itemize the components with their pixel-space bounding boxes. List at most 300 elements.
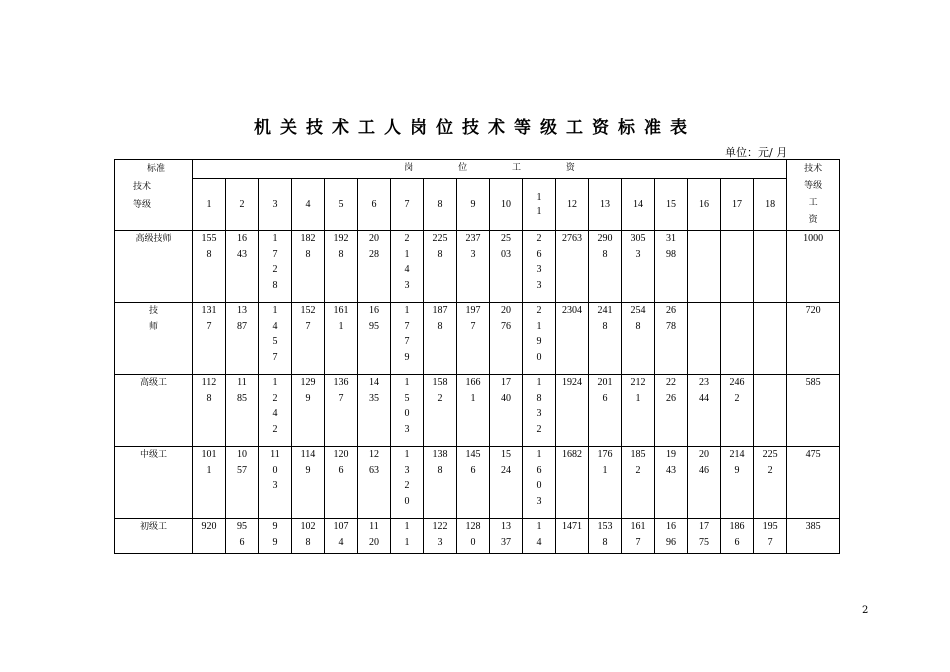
wage-value-part: 0 <box>272 464 278 476</box>
wage-value-part: 57 <box>237 464 247 476</box>
wage-value-part: 8 <box>635 320 641 332</box>
wage-cell <box>688 231 721 303</box>
wage-cell <box>424 519 457 554</box>
wage-value-part: 1 <box>272 377 278 388</box>
wage-value-part: 7 <box>470 320 476 332</box>
wage-value-part: 176 <box>597 449 613 460</box>
wage-value-part: 0 <box>536 480 542 491</box>
table-body <box>115 231 840 554</box>
wage-value-part: 7 <box>272 351 278 363</box>
column-number: 8 <box>437 198 443 210</box>
column-header-8 <box>424 179 457 231</box>
grade-pay-cell: 720 <box>787 303 840 375</box>
wage-value-part: 136 <box>333 377 349 388</box>
table-row <box>115 519 840 554</box>
wage-value-part: 20 <box>369 233 379 244</box>
wage-value-part: 8 <box>437 320 443 332</box>
wage-value-part: 237 <box>465 233 481 244</box>
wage-cell <box>589 519 622 554</box>
wage-value-part: 96 <box>666 536 676 548</box>
column-number: 7 <box>404 198 410 210</box>
wage-value-part: 35 <box>369 392 379 404</box>
wage-value-part: 290 <box>597 233 613 244</box>
wage-cell <box>193 231 226 303</box>
wage-value-part: 22 <box>666 377 676 388</box>
wage-cell <box>325 519 358 554</box>
wage-standard-table <box>114 159 840 554</box>
wage-value-part: 158 <box>432 377 448 388</box>
grade-pay-header <box>787 160 840 231</box>
wage-value-part: 44 <box>699 392 709 404</box>
column-number: 3 <box>272 198 278 210</box>
wage-value-part: 8 <box>305 248 311 260</box>
wage-value-part: 12 <box>369 449 379 460</box>
wage-value-part: 182 <box>300 233 316 244</box>
wage-cell <box>655 375 688 447</box>
wage-value-part: 2 <box>404 233 410 244</box>
wage-value-part: 153 <box>597 521 613 532</box>
grade-pay-cell: 1000 <box>787 231 840 303</box>
wage-value-part: 26 <box>666 392 676 404</box>
wage-value-part: 246 <box>729 377 745 388</box>
wage-cell <box>622 231 655 303</box>
wage-cell <box>358 519 391 554</box>
wage-cell <box>721 447 754 519</box>
wage-cell <box>391 519 424 554</box>
wage-value-part: 161 <box>630 521 646 532</box>
group-char: 位 <box>458 163 468 174</box>
wage-cell <box>721 519 754 554</box>
wage-value-part: 20 <box>369 536 379 548</box>
grade-label-cell <box>115 303 193 375</box>
column-number: 4 <box>305 198 311 210</box>
wage-value-part: 187 <box>432 305 448 316</box>
wage-value-part: 5 <box>404 392 410 404</box>
wage-value-part: 145 <box>465 449 481 460</box>
wage-value-part: 98 <box>666 248 676 260</box>
wage-value-part: 3 <box>536 279 542 291</box>
wage-value-part: 6 <box>338 464 344 476</box>
wage-cell <box>688 447 721 519</box>
wage-value-part: 112 <box>201 377 217 388</box>
wage-cell <box>490 231 523 303</box>
wage-cell <box>292 375 325 447</box>
grade-label: 师 <box>148 321 158 332</box>
wage-cell <box>490 519 523 554</box>
column-header-3 <box>259 179 292 231</box>
wage-value-part: 6 <box>602 392 608 404</box>
wage-value-part: 1 <box>272 305 278 316</box>
wage-cell <box>589 375 622 447</box>
wage-value-part: 28 <box>369 248 379 260</box>
wage-value-part: 9 <box>272 521 278 532</box>
grade-pay-cell: 585 <box>787 375 840 447</box>
wage-value-part: 4 <box>404 264 410 275</box>
column-number: 15 <box>666 198 676 210</box>
wage-value-part: 1 <box>272 233 278 244</box>
wage-value-part: 185 <box>630 449 646 460</box>
wage-value-part: 8 <box>437 248 443 260</box>
column-number: 12 <box>567 198 577 210</box>
column-header-9 <box>457 179 490 231</box>
wage-value-part: 8 <box>272 279 278 291</box>
wage-value-part: 129 <box>300 377 316 388</box>
wage-cell <box>556 303 589 375</box>
wage-value-part: 78 <box>666 320 676 332</box>
wage-value-part: 8 <box>602 320 608 332</box>
unit-label: 单位：元/ 月 <box>725 146 788 159</box>
column-header-7 <box>391 179 424 231</box>
wage-cell <box>655 231 688 303</box>
wage-cell <box>325 231 358 303</box>
wage-value-part: 0 <box>470 536 476 548</box>
wage-value-part: 11 <box>270 449 280 460</box>
corner-header-tech: 技术 <box>133 182 152 192</box>
wage-cell <box>688 519 721 554</box>
column-header-10 <box>490 179 523 231</box>
wage-cell <box>325 447 358 519</box>
wage-value-part: 225 <box>432 233 448 244</box>
wage-value-part: 2 <box>767 464 773 476</box>
wage-value-part: 2304 <box>562 305 582 316</box>
wage-value-part: 7 <box>635 536 641 548</box>
wage-value-part: 2 <box>635 464 641 476</box>
grade-label: 高级工 <box>139 378 167 388</box>
wage-value-part: 2 <box>536 423 542 435</box>
wage-cell <box>391 231 424 303</box>
corner-header-cell <box>115 160 193 231</box>
grade-label: 高级技师 <box>135 234 172 244</box>
wage-value-part: 2 <box>734 392 740 404</box>
wage-value-part: 197 <box>465 305 481 316</box>
wage-value-part: 3 <box>536 408 542 419</box>
wage-value-part: 1 <box>404 305 410 316</box>
wage-value-part: 1 <box>536 377 542 388</box>
wage-value-part: 40 <box>501 392 511 404</box>
wage-value-part: 0 <box>536 351 542 363</box>
wage-cell <box>721 375 754 447</box>
wage-cell <box>424 375 457 447</box>
wage-value-part: 1 <box>206 464 212 476</box>
wage-cell <box>424 231 457 303</box>
wage-value-part: 3 <box>437 536 443 548</box>
wage-value-part: 155 <box>201 233 217 244</box>
wage-value-part: 95 <box>237 521 247 532</box>
wage-cell <box>226 447 259 519</box>
grade-label-cell <box>115 375 193 447</box>
wage-value-part: 2 <box>272 264 278 275</box>
wage-value-part: 1 <box>404 377 410 388</box>
column-number: 16 <box>699 198 709 210</box>
column-header-11 <box>523 179 556 231</box>
column-number: 10 <box>501 198 511 210</box>
wage-cell <box>490 303 523 375</box>
wage-value-part: 85 <box>237 392 247 404</box>
wage-cell <box>622 303 655 375</box>
wage-value-part: 161 <box>333 305 349 316</box>
wage-cell <box>193 375 226 447</box>
wage-value-part: 120 <box>333 449 349 460</box>
wage-value-part: 1 <box>338 320 344 332</box>
wage-cell <box>556 231 589 303</box>
wage-value-part: 186 <box>729 521 745 532</box>
wage-value-part: 7 <box>206 320 212 332</box>
wage-value-part: 6 <box>734 536 740 548</box>
wage-value-part: 17 <box>501 377 511 388</box>
wage-value-part: 20 <box>699 449 709 460</box>
wage-cell <box>655 303 688 375</box>
wage-cell <box>490 375 523 447</box>
grade-label-cell <box>115 519 193 554</box>
wage-cell <box>259 375 292 447</box>
wage-value-part: 9 <box>734 464 740 476</box>
column-number: 6 <box>371 198 377 210</box>
wage-value-part: 19 <box>666 449 676 460</box>
wage-value-part: 1 <box>536 521 542 532</box>
wage-value-part: 7 <box>404 336 410 347</box>
wage-cell <box>358 447 391 519</box>
wage-value-part: 9 <box>404 351 410 363</box>
column-header-6 <box>358 179 391 231</box>
grade-pay-cell: 475 <box>787 447 840 519</box>
wage-cell <box>391 303 424 375</box>
wage-value-part: 46 <box>699 464 709 476</box>
wage-value-part: 212 <box>630 377 646 388</box>
column-header-15 <box>655 179 688 231</box>
wage-value-part: 11 <box>237 377 247 388</box>
wage-cell <box>754 375 787 447</box>
wage-cell <box>754 231 787 303</box>
wage-value-part: 166 <box>465 377 481 388</box>
wage-value-part: 2 <box>404 480 410 491</box>
grade-label: 技 <box>148 306 158 316</box>
wage-value-part: 16 <box>369 305 379 316</box>
column-number: 17 <box>732 198 742 210</box>
wage-value-part: 26 <box>666 305 676 316</box>
wage-value-part: 8 <box>206 392 212 404</box>
wage-value-part: 1 <box>404 449 410 460</box>
wage-value-part: 3 <box>404 279 410 291</box>
wage-value-part: 10 <box>237 449 247 460</box>
wage-value-part: 3 <box>470 248 476 260</box>
column-number: 13 <box>600 198 610 210</box>
wage-cell <box>457 375 490 447</box>
grade-label-cell <box>115 447 193 519</box>
wage-value-part: 920 <box>201 521 217 532</box>
wage-cell <box>754 447 787 519</box>
wage-cell <box>523 375 556 447</box>
grade-pay-header-line: 资 <box>808 215 818 225</box>
column-number: 2 <box>239 198 245 210</box>
table-row <box>115 447 840 519</box>
wage-cell <box>226 519 259 554</box>
wage-cell <box>226 303 259 375</box>
wage-value-part: 1 <box>470 392 476 404</box>
wage-value-part: 6 <box>470 464 476 476</box>
wage-cell <box>622 375 655 447</box>
wage-value-part: 3 <box>404 423 410 435</box>
wage-value-part: 6 <box>536 464 542 476</box>
wage-cell <box>259 447 292 519</box>
wage-value-part: 43 <box>666 464 676 476</box>
wage-cell <box>391 447 424 519</box>
wage-cell <box>523 519 556 554</box>
wage-value-part: 6 <box>536 248 542 260</box>
wage-value-part: 101 <box>201 449 217 460</box>
group-char: 岗 <box>404 163 414 174</box>
wage-value-part: 305 <box>630 233 646 244</box>
wage-value-part: 128 <box>465 521 481 532</box>
wage-value-part: 4 <box>536 536 542 548</box>
wage-cell <box>325 303 358 375</box>
grade-label: 初级工 <box>139 522 167 532</box>
wage-cell <box>457 231 490 303</box>
wage-value-part: 4 <box>338 536 344 548</box>
wage-value-part: 5 <box>272 336 278 347</box>
wage-value-part: 1 <box>404 248 410 260</box>
table-row <box>115 303 840 375</box>
wage-value-part: 1 <box>404 521 410 532</box>
wage-value-part: 63 <box>369 464 379 476</box>
wage-cell <box>754 519 787 554</box>
wage-value-part: 3 <box>635 248 641 260</box>
post-wage-group-header <box>193 160 787 179</box>
wage-cell <box>325 375 358 447</box>
wage-value-part: 8 <box>536 392 542 404</box>
grade-label: 中级工 <box>139 450 167 460</box>
wage-value-part: 2 <box>272 423 278 435</box>
wage-value-part: 17 <box>699 521 709 532</box>
wage-cell <box>259 519 292 554</box>
wage-value-part: 11 <box>369 521 379 532</box>
wage-value-part: 201 <box>597 377 613 388</box>
wage-cell <box>589 303 622 375</box>
column-header-18 <box>754 179 787 231</box>
column-number: 9 <box>470 198 476 210</box>
wage-cell <box>556 447 589 519</box>
wage-value-part: 76 <box>501 320 511 332</box>
wage-cell <box>292 303 325 375</box>
wage-value-part: 87 <box>237 320 247 332</box>
wage-value-part: 214 <box>729 449 745 460</box>
wage-value-part: 2 <box>272 392 278 404</box>
column-header-13 <box>589 179 622 231</box>
wage-value-part: 16 <box>666 521 676 532</box>
wage-value-part: 2 <box>536 305 542 316</box>
wage-cell <box>688 303 721 375</box>
wage-cell <box>292 231 325 303</box>
wage-value-part: 7 <box>767 536 773 548</box>
wage-value-part: 1 <box>536 449 542 460</box>
wage-value-part: 1 <box>602 464 608 476</box>
wage-cell <box>193 303 226 375</box>
wage-value-part: 7 <box>272 248 278 260</box>
column-header-11-part: 1 <box>536 191 542 203</box>
column-number: 14 <box>633 198 643 210</box>
wage-cell <box>523 447 556 519</box>
wage-value-part: 0 <box>404 408 410 419</box>
wage-cell <box>424 303 457 375</box>
wage-value-part: 14 <box>369 377 379 388</box>
document-title: 机关技术工人岗位技术等级工资标准表 <box>254 118 696 138</box>
wage-value-part: 8 <box>437 464 443 476</box>
wage-cell <box>226 231 259 303</box>
wage-value-part: 102 <box>300 521 316 532</box>
wage-value-part: 1 <box>635 392 641 404</box>
wage-value-part: 1682 <box>562 449 582 460</box>
wage-value-part: 03 <box>501 248 511 260</box>
column-header-11-part: 1 <box>536 205 542 217</box>
wage-value-part: 138 <box>432 449 448 460</box>
grade-pay-header-line: 技术 <box>804 164 823 174</box>
wage-value-part: 7 <box>305 320 311 332</box>
wage-cell <box>424 447 457 519</box>
wage-value-part: 225 <box>762 449 778 460</box>
wage-value-part: 4 <box>272 320 278 332</box>
column-header-16 <box>688 179 721 231</box>
table-row <box>115 375 840 447</box>
wage-value-part: 2763 <box>562 233 582 244</box>
wage-value-part: 3 <box>536 495 542 507</box>
wage-value-part: 37 <box>501 536 511 548</box>
wage-value-part: 15 <box>501 449 511 460</box>
group-char: 工 <box>512 163 522 174</box>
grade-label-cell <box>115 231 193 303</box>
wage-value-part: 3 <box>272 480 278 491</box>
column-header-2 <box>226 179 259 231</box>
group-char: 资 <box>565 163 575 174</box>
column-number-row <box>115 179 840 231</box>
wage-value-part: 13 <box>501 521 511 532</box>
wage-value-part: 16 <box>237 233 247 244</box>
wage-cell <box>655 447 688 519</box>
wage-value-part: 2 <box>536 233 542 244</box>
wage-value-part: 0 <box>404 495 410 507</box>
wage-cell <box>358 375 391 447</box>
column-header-14 <box>622 179 655 231</box>
wage-cell <box>193 447 226 519</box>
wage-value-part: 241 <box>597 305 613 316</box>
wage-value-part: 31 <box>666 233 676 244</box>
wage-value-part: 3 <box>536 264 542 275</box>
column-header-5 <box>325 179 358 231</box>
wage-cell <box>490 447 523 519</box>
wage-cell <box>457 303 490 375</box>
wage-cell <box>622 447 655 519</box>
wage-value-part: 24 <box>501 464 511 476</box>
wage-value-part: 9 <box>536 336 542 347</box>
wage-value-part: 7 <box>404 320 410 332</box>
wage-cell <box>721 303 754 375</box>
wage-cell <box>457 447 490 519</box>
column-header-4 <box>292 179 325 231</box>
wage-value-part: 8 <box>338 248 344 260</box>
wage-cell <box>622 519 655 554</box>
wage-value-part: 192 <box>333 233 349 244</box>
grade-pay-header-line: 工 <box>808 198 818 208</box>
column-number: 5 <box>338 198 344 210</box>
wage-value-part: 3 <box>404 464 410 476</box>
wage-cell <box>523 231 556 303</box>
wage-value-part: 107 <box>333 521 349 532</box>
wage-value-part: 122 <box>432 521 448 532</box>
wage-cell <box>292 519 325 554</box>
grade-pay-cell: 385 <box>787 519 840 554</box>
wage-value-part: 25 <box>501 233 511 244</box>
wage-value-part: 2 <box>437 392 443 404</box>
corner-header-grade: 等级 <box>133 200 152 210</box>
wage-value-part: 8 <box>602 248 608 260</box>
